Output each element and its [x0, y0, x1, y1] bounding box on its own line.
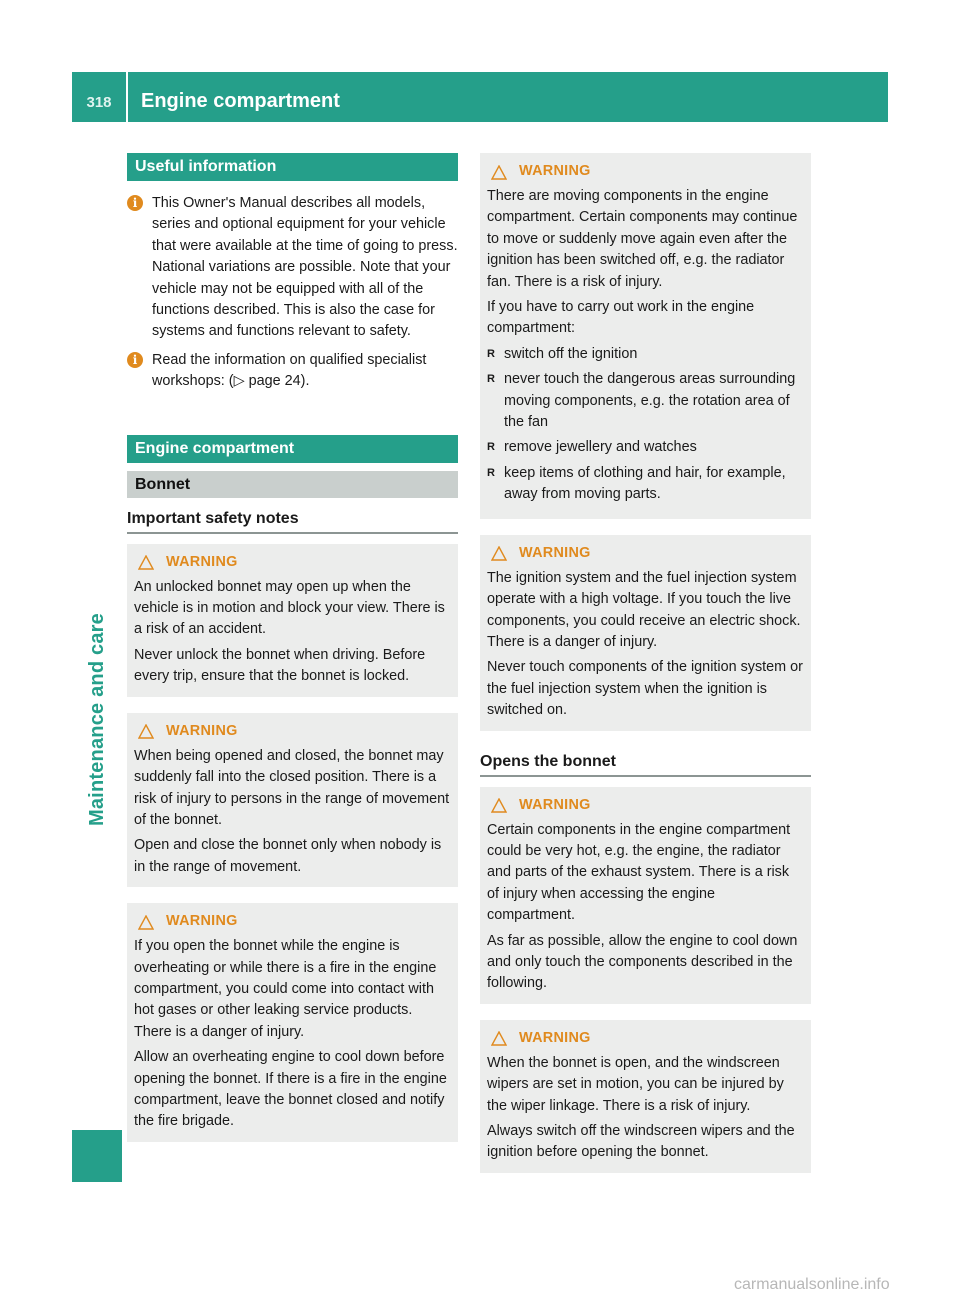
warning-text: The ignition system and the fuel injection system operate with a high voltage. If you touch the live components, you could receive an electric shock. There is a danger of injury.: [487, 569, 801, 650]
warning-title: WARNING: [166, 553, 238, 570]
list-item: [487, 437, 804, 458]
list-item: [487, 369, 804, 433]
warning-text: As far as possible, allow the engine to cool down and only touch the components described in the following.: [487, 932, 798, 992]
list-item-text: keep items of clothing and hair, for example, away from moving parts.: [504, 464, 786, 503]
warning-title: WARNING: [519, 163, 591, 180]
page-header: [72, 72, 888, 122]
warning-title: WARNING: [519, 1030, 591, 1047]
warning-title: WARNING: [166, 722, 238, 739]
warning-title: WARNING: [519, 544, 591, 561]
side-tab-marker: [72, 1130, 122, 1182]
warning-header: [134, 721, 451, 743]
warning-text: Never unlock the bonnet when driving. Before every trip, ensure that the bonnet is locked.: [134, 646, 426, 685]
warning-box: [127, 713, 458, 887]
info-icon: i: [127, 195, 143, 211]
bullet-r-icon: R: [487, 441, 495, 454]
warning-bullet-list: [487, 344, 804, 506]
bonnet-heading: Bonnet: [127, 471, 458, 498]
warning-header: [487, 1028, 804, 1050]
info-note-1: [127, 193, 458, 343]
header-title: Engine compartment: [141, 90, 340, 112]
list-item: [487, 344, 804, 365]
warning-box: [480, 535, 811, 731]
warning-header: [487, 161, 804, 183]
useful-info-heading: Useful information: [127, 153, 458, 181]
list-item-text: never touch the dangerous areas surrounding moving components, e.g. the rotation area of the fan: [504, 371, 796, 431]
warning-triangle-icon: [138, 555, 154, 570]
warning-text: Never touch components of the ignition system or the fuel injection system when the ignition is switched on.: [487, 659, 803, 719]
warning-triangle-icon: [491, 798, 507, 813]
info-note-2: [127, 350, 458, 393]
warning-triangle-icon: [491, 165, 507, 180]
warning-header: [487, 543, 804, 565]
page-number: 318: [72, 72, 128, 122]
warning-box: [127, 903, 458, 1142]
safety-notes-heading: Important safety notes: [127, 510, 458, 534]
warning-triangle-icon: [138, 915, 154, 930]
warning-header: [134, 911, 451, 933]
warning-text: Always switch off the windscreen wipers and the ignition before opening the bonnet.: [487, 1123, 795, 1161]
bullet-r-icon: R: [487, 373, 495, 386]
warning-text: Open and close the bonnet only when nobody is in the range of movement.: [134, 837, 442, 875]
info-icon: i: [127, 352, 143, 368]
bullet-r-icon: R: [487, 466, 495, 479]
list-item-text: remove jewellery and watches: [504, 439, 697, 456]
warning-text: Certain components in the engine compartment could be very hot, e.g. the engine, the radiator and parts of the exhaust system. There is a risk of injury when accessing the engine compartment.: [487, 821, 791, 924]
warning-header: [487, 795, 804, 817]
warning-triangle-icon: [491, 546, 507, 561]
warning-text: An unlocked bonnet may open up when the vehicle is in motion and block your view. There is a risk of an accident.: [134, 578, 445, 638]
engine-compartment-heading: Engine compartment: [127, 435, 458, 463]
info-text-2: Read the information on qualified specialist workshops: (▷ page 24).: [152, 351, 427, 390]
warning-text: If you have to carry out work in the engine compartment:: [487, 299, 755, 337]
list-item: [487, 463, 804, 506]
warning-box: [480, 153, 811, 519]
list-item-text: switch off the ignition: [504, 345, 638, 362]
warning-text: There are moving components in the engine compartment. Certain components may continue to move or suddenly move again even after the ignition has been switched off, e.g. the radiator fan. There is a risk of injury.: [487, 188, 798, 290]
bullet-r-icon: R: [487, 347, 495, 360]
info-text-1: This Owner's Manual describes all models, series and optional equipment for your vehicle that were available at the time of going to press. National variations are possible. Note that your vehicle may not be equipped with all of the functions described. This is also the case for systems and functions relevant to safety.: [152, 195, 458, 340]
warning-header: [134, 552, 451, 574]
warning-text: Allow an overheating engine to cool down before opening the bonnet. If there is a fire in the engine compartment, leave the bonnet closed and notify the fire brigade.: [134, 1049, 447, 1130]
warning-box: [480, 787, 811, 1004]
warning-triangle-icon: [491, 1031, 507, 1046]
warning-title: WARNING: [166, 913, 238, 930]
watermark-link[interactable]: carmanualsonline.info: [734, 1276, 890, 1293]
warning-text: When the bonnet is open, and the windscreen wipers are set in motion, you can be injured by the wiper linkage. There is a risk of injury.: [487, 1054, 784, 1114]
warning-text: If you open the bonnet while the engine is overheating or while there is a fire in the engine compartment, you could come into contact with hot gases or other leaking service products. There is a danger of injury.: [134, 938, 437, 1040]
warning-box: [480, 1020, 811, 1173]
opens-bonnet-heading: Opens the bonnet: [480, 753, 811, 777]
right-column: [480, 153, 811, 1173]
left-column: [127, 153, 458, 1142]
warning-text: When being opened and closed, the bonnet may suddenly fall into the closed position. There is a risk of injury to persons in the range of movement of the bonnet.: [134, 747, 450, 828]
warning-box: [127, 544, 458, 697]
warning-triangle-icon: [138, 724, 154, 739]
warning-title: WARNING: [519, 796, 591, 813]
